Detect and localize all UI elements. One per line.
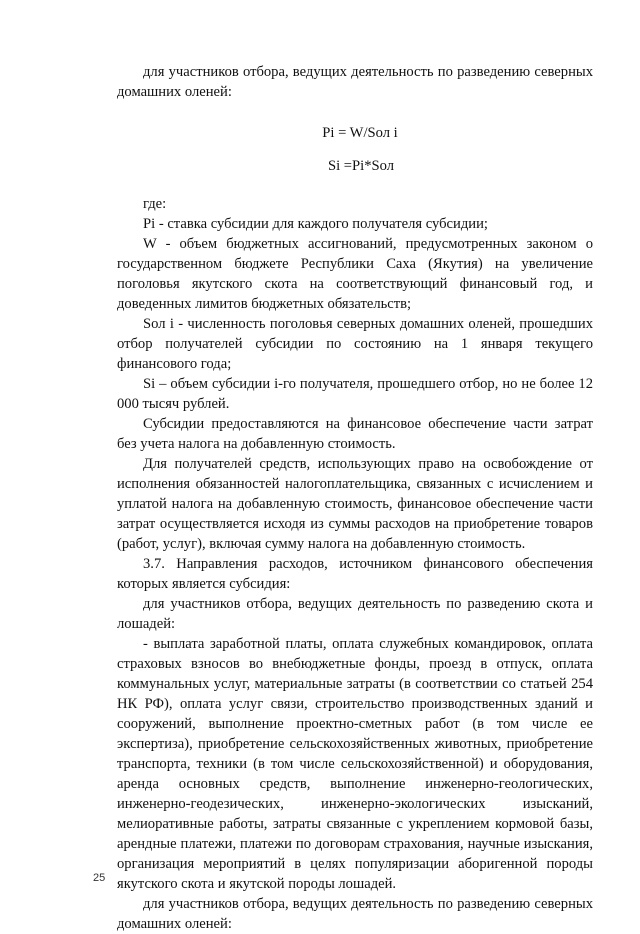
- definition-sol: Sол i - численность поголовья северных домашних оленей, прошедших отбор получателей субсидии по состоянию на 1 января текущего финансового года;: [117, 316, 593, 372]
- page-body: [117, 62, 593, 934]
- paragraph-expenses-list: - выплата заработной платы, оплата служебных командировок, оплата страховых взносов во внебюджетные фонды, проезд в отпуск, оплата коммунальных услуг, материальные затраты (в соответствии со статьей 254 НК РФ), оплата услуг связи, строительство производственных зданий и сооружений, выполнение проектно-сметных работ (в том числе ее экспертиза), приобретение сельскохозяйственных животных, приобретение транспорта, техники (в том числе сельскохозяйственной) и оборудования, аренда основных средств, выполнение инженерно-геологических, инженерно-геодезических, инженерно-экологических изысканий, мелиоративные работы, затраты связанные с укреплением кормовой базы, арендные платежи, платежи по договорам страхования, научные изыскания, организация мероприятий в целях популяризации аборигенной породы якутского скота и якутской породы лошадей.: [117, 636, 593, 892]
- paragraph-reindeer: для участников отбора, ведущих деятельность по разведению северных домашних оленей:: [117, 896, 593, 932]
- paragraph-vat: Субсидии предоставляются на финансовое обеспечение части затрат без учета налога на добавленную стоимость.: [117, 416, 593, 452]
- paragraph-livestock: для участников отбора, ведущих деятельность по разведению скота и лошадей:: [117, 596, 593, 632]
- formula-rate: Pi = W/Sол i: [322, 125, 398, 141]
- section-3-7: 3.7. Направления расходов, источником финансового обеспечения которых является субсидия:: [117, 556, 593, 592]
- where-label: где:: [143, 196, 167, 212]
- paragraph-exemption: Для получателей средств, использующих право на освобождение от исполнения обязанностей налогоплательщика, связанных с исчислением и уплатой налога на добавленную стоимость, финансовое обеспечение части затрат осуществляется исходя из суммы расходов на приобретение товаров (работ, услуг), включая сумму налога на добавленную стоимость.: [117, 456, 593, 552]
- intro-paragraph: для участников отбора, ведущих деятельность по разведению северных домашних оленей:: [117, 64, 593, 100]
- page-number: 25: [93, 872, 106, 884]
- definition-si: Si – объем субсидии i-го получателя, прошедшего отбор, но не более 12 000 тысяч рублей.: [117, 376, 593, 412]
- formula-volume: Si =Pi*Sол: [327, 158, 395, 174]
- definition-pi: Pi - ставка субсидии для каждого получателя субсидии;: [143, 216, 488, 232]
- definition-w: W - объем бюджетных ассигнований, предусмотренных законом о государственном бюджете Республики Саха (Якутия) на увеличение поголовья якутского скота на соответствующий финансовый год, и доведенных лимитов бюджетных обязательств;: [117, 236, 593, 312]
